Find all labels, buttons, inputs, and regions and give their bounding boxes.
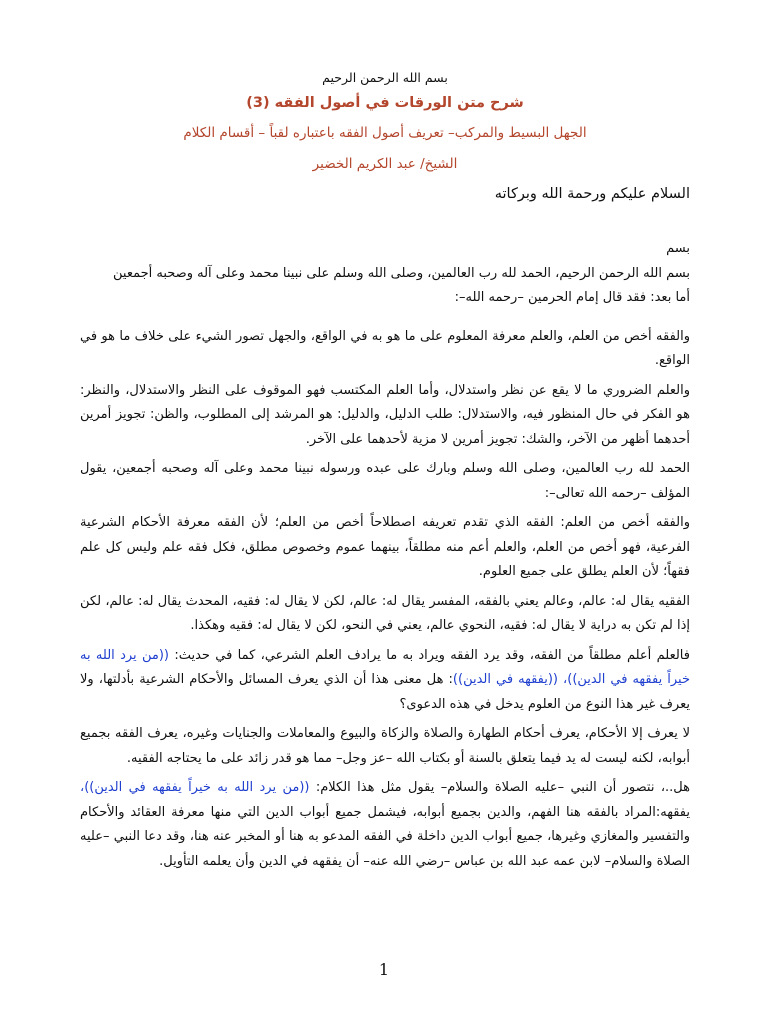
paragraph-opening: بسم الله الرحمن الرحيم، الحمد لله رب العالمين، وصلى الله وسلم على نبينا محمد وعلى آله وصحبه أجمعين	[113, 265, 690, 281]
paragraph-hadith-question	[80, 644, 690, 718]
paragraph-matn-fiqh: والفقه أخص من العلم، والعلم معرفة المعلوم على ما هو به في الواقع، والجهل تصور الشيء على خلاف ما هو في الواقع.	[80, 328, 690, 368]
paragraph-ahkam: لا يعرف إلا الأحكام، يعرف أحكام الطهارة والصلاة والزكاة والبيوع والمعاملات والجنايات وغيره، يعرف الفقه بجميع أبوابه، لكنه ليست له يد فيما يتعلق بالسنة أو بكتاب الله –عز وجل– مما هو قدر زائد على ما يحتاجه الفقيه.	[80, 726, 690, 766]
paragraph-faqih: الفقيه يقال له: عالم، وعالم يعني بالفقه، المفسر يقال له: عالم، لكن لا يقال له: فقيه، المحدث يقال له: عالم، لكن إذا لم تكن به دراية لا يقال له: فقيه، النحوي عالم، يعني في النحو، لكن لا يقال له: فقيه وهكذا.	[80, 593, 690, 633]
document-body	[80, 237, 690, 879]
hadith-quote: ((من يرد الله به خيراً يفقهه في الدين))، ((يفقهه في الدين))	[80, 647, 690, 687]
hadith-quote: ((من يرد الله به خيراً يفقهه في الدين))،	[80, 780, 310, 795]
paragraph-nabi	[80, 776, 690, 874]
basmala-heading: بسم الله الرحمن الرحيم	[322, 70, 448, 85]
paragraph-text: فالعلم أعلم مطلقاً من الفقه، وقد يرد الفقه ويراد به ما يرادف العلم الشرعي، كما في حديث:	[169, 647, 690, 663]
paragraph-text: يفقهه:المراد بالفقه هنا الفهم، والدين بجميع أبوابه، فيشمل جميع أبواب الدين التي منها معرفة العقائد والأحكام والتفسير والمغازي وغيرها، جميع أبواب الدين داخلة في الفقه المدعو به هنا أو المخبر عنه هنا، وقد دعا النبي –عليه الصلاة والسلام– لابن عمه عبد الله بن عباس –رضي الله عنه– أن يفقهه في الدين وأن يعلمه التأويل.	[80, 804, 690, 869]
lecture-author: الشيخ/ عبد الكريم الخضير	[312, 156, 458, 172]
paragraph-sharh-fiqh: والفقه أخص من العلم: الفقه الذي تقدم تعريفه اصطلاحاً أخص من العلم؛ لأن الفقه معرفة الأحكام الشرعية الفرعية، فهو أخص من العلم، والعلم أعم منه مطلقاً، بينهما عموم وخصوص مطلق، فكل فقه علم وليس كل علم فقهاً؛ لأن العلم يطلق على جميع العلوم.	[80, 515, 690, 579]
lecture-subtitle: الجهل البسيط والمركب– تعريف أصول الفقه باعتباره لقباً – أقسام الكلام	[183, 125, 587, 141]
lecture-title: شرح متن الورقات في أصول الفقه (3)	[246, 95, 524, 111]
paragraph-text: هل..، نتصور أن النبي –عليه الصلاة والسلام– يقول مثل هذا الكلام:	[309, 780, 690, 795]
paragraph-text: : هل معنى هذا أن الذي يعرف المسائل والأحكام الشرعية بأدلتها، ولا يعرف غير هذا النوع من العلوم يدخل في هذه الدعوى؟	[80, 672, 690, 712]
paragraph-amma-baad: أما بعد: فقد قال إمام الحرمين –رحمه الله–:	[454, 290, 690, 305]
page-number: 1	[378, 960, 390, 979]
paragraph-basm: بسم	[666, 241, 690, 256]
greeting-line: السلام عليكم ورحمة الله وبركاته	[494, 186, 690, 202]
paragraph-matn-ilm: والعلم الضروري ما لا يقع عن نظر واستدلال، وأما العلم المكتسب فهو الموقوف على النظر والاستدلال، والنظر: هو الفكر في حال المنظور فيه، والاستدلال: طلب الدليل، والدليل: هو المرشد إلى المطلوب، والظن: تجويز أمرين أحدهما أظهر من الآخر، والشك: تجويز أمرين لا مزية لأحدهما على الآخر.	[80, 382, 690, 447]
paragraph-hamd: الحمد لله رب العالمين، وصلى الله وسلم وبارك على عبده ورسوله نبينا محمد وعلى آله وصحبه أجمعين، يقول المؤلف –رحمه الله تعالى–:	[80, 461, 690, 501]
